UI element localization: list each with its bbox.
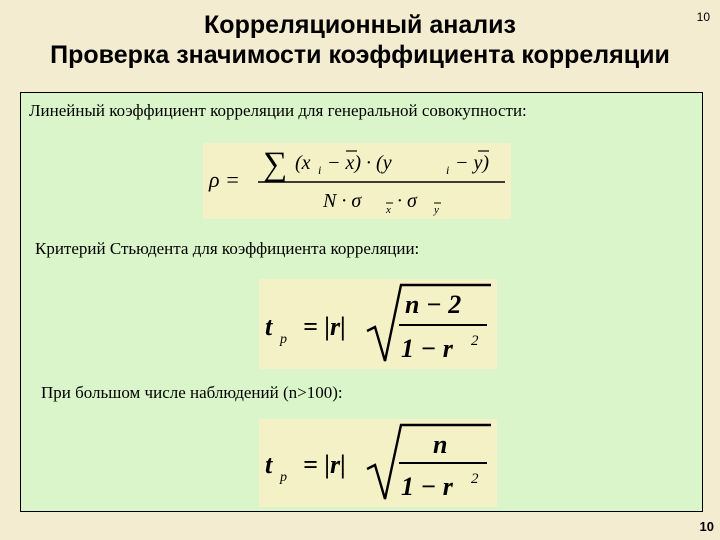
content-panel — [20, 92, 703, 512]
f1-sum: ∑ — [263, 146, 288, 183]
formula-correlation-svg — [203, 143, 511, 219]
f1-num-i1: i — [318, 163, 322, 177]
f1-den-y: y — [434, 204, 439, 216]
formula-large-n-svg — [259, 419, 497, 507]
f3-exp: 2 — [471, 471, 479, 487]
f2-p: p — [280, 332, 287, 347]
f2-eq: = |r| — [303, 312, 346, 341]
title-line-2: Проверка значимости коэффициента корреляции — [50, 41, 670, 69]
f1-num-mid: − x) · (y — [327, 152, 392, 174]
f3-den: 1 − r — [401, 472, 453, 501]
slide-number-bottom: 10 — [699, 519, 714, 534]
f3-num: n — [433, 430, 448, 459]
f1-den-x: x — [386, 204, 391, 216]
title-line-1: Корреляционный анализ — [204, 11, 516, 39]
page-title — [0, 10, 720, 70]
f1-num-i2: i — [446, 163, 450, 177]
f3-p: p — [280, 470, 287, 485]
f1-den-N: N · σ — [323, 190, 362, 212]
f2-den: 1 − r — [401, 334, 453, 363]
text-student-criterion: Критерий Стьюдента для коэффициента корреляции: — [35, 239, 420, 258]
f3-eq: = |r| — [303, 450, 346, 479]
formula-student-svg — [259, 279, 497, 369]
f2-num: n − 2 — [405, 290, 462, 319]
formula-correlation — [203, 143, 511, 219]
f1-num-end: − y) — [455, 152, 490, 174]
f2-t: t — [265, 312, 273, 341]
f1-num-x: (x — [295, 152, 311, 174]
text-correlation-coefficient: Линейный коэффициент корреляции для генеральной совокупности: — [29, 101, 527, 120]
f1-lhs: ρ = — [209, 167, 240, 192]
formula-large-n — [259, 419, 497, 507]
f2-exp: 2 — [471, 333, 479, 349]
f3-t: t — [265, 450, 273, 479]
text-large-n: При большом числе наблюдений (n>100): — [41, 383, 343, 402]
formula-student — [259, 279, 497, 369]
f1-den-dot: · σ — [397, 190, 417, 212]
slide-number-top: 10 — [696, 10, 710, 24]
